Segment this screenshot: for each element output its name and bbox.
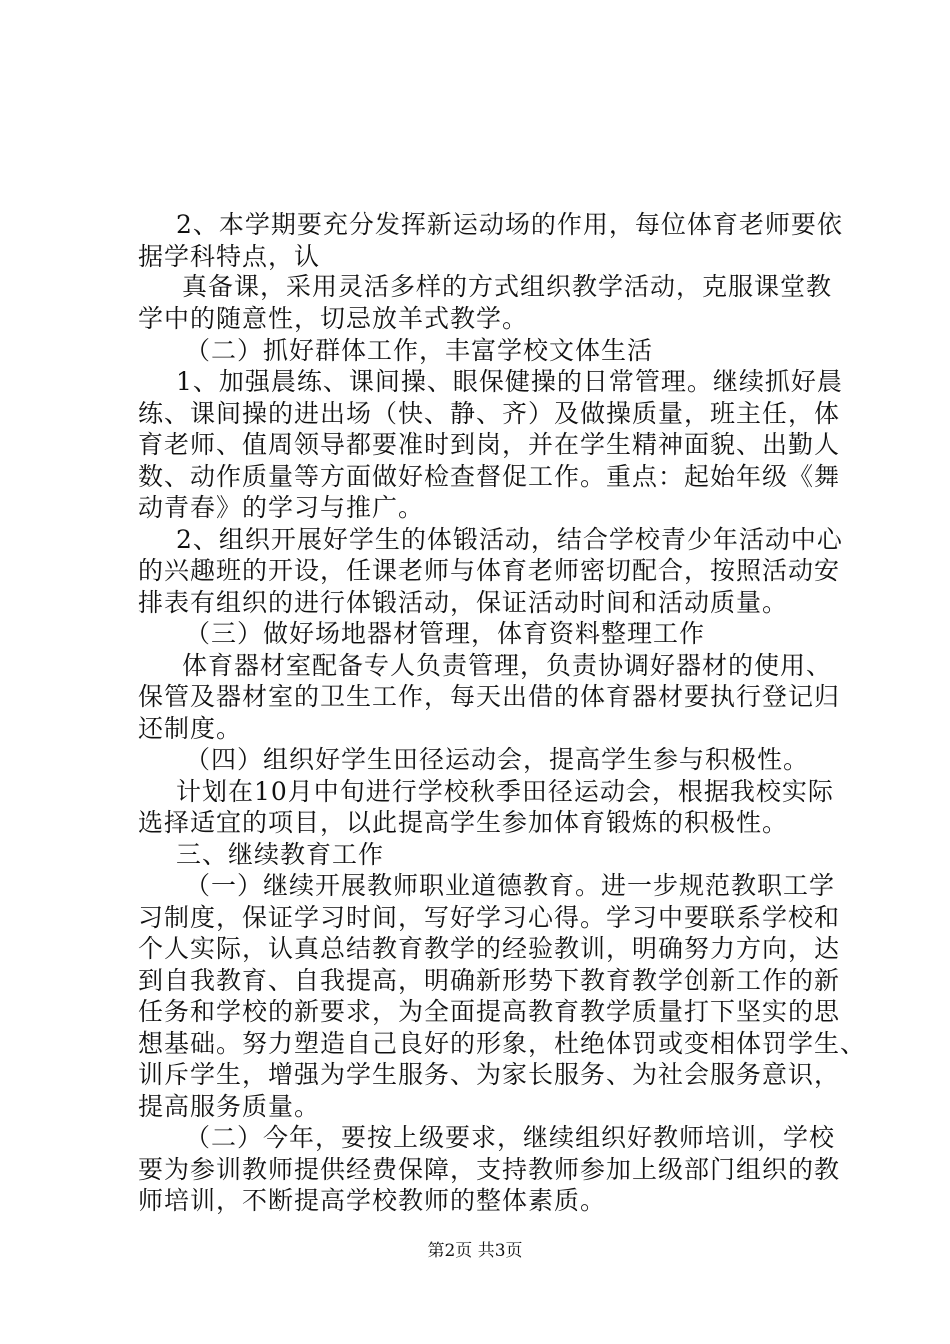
paragraph-line: 任务和学校的新要求，为全面提高教育教学质量打下坚实的思 [138, 997, 841, 1026]
paragraph-line: 选择适宜的项目，以此提高学生参加体育锻炼的积极性。 [138, 808, 789, 837]
paragraph-line: 数、动作质量等方面做好检查督促工作。重点：起始年级《舞 [138, 462, 841, 491]
paragraph-line: 保管及器材室的卫生工作，每天出借的体育器材要执行登记归 [138, 682, 841, 711]
paragraph-line: 个人实际，认真总结教育教学的经验教训，明确努力方向，达 [138, 934, 841, 963]
paragraph-line: （二）今年，要按上级要求，继续组织好教师培训，学校 [185, 1123, 836, 1152]
page-number-footer: 第2页 共3页 [427, 1241, 523, 1261]
paragraph-line: 2、本学期要充分发挥新运动场的作用，每位体育老师要依 [176, 210, 843, 239]
paragraph-line: 1、加强晨练、课间操、眼保健操的日常管理。继续抓好晨 [176, 367, 843, 396]
section-heading: 三、继续教育工作 [176, 840, 385, 869]
paragraph-line: 要为参训教师提供经费保障，支持教师参加上级部门组织的教 [138, 1155, 841, 1184]
paragraph-line: 育老师、值周领导都要准时到岗，并在学生精神面貌、出勤人 [138, 430, 841, 459]
paragraph-line: 学中的随意性，切忌放羊式教学。 [138, 304, 529, 333]
paragraph-line: 据学科特点，认 [138, 242, 321, 271]
paragraph-line: 计划在10月中旬进行学校秋季田径运动会，根据我校实际 [176, 777, 834, 806]
paragraph-line: 排表有组织的进行体锻活动，保证活动时间和活动质量。 [138, 588, 789, 617]
section-heading: （三）做好场地器材管理，体育资料整理工作 [185, 619, 706, 648]
section-heading: （二）抓好群体工作，丰富学校文体生活 [185, 336, 654, 365]
section-heading: （四）组织好学生田径运动会，提高学生参与积极性。 [185, 745, 810, 774]
paragraph-line: 到自我教育、自我提高，明确新形势下教育教学创新工作的新 [138, 966, 841, 995]
paragraph-line: 训斥学生，增强为学生服务、为家长服务、为社会服务意识， [138, 1060, 841, 1089]
paragraph-line: 的兴趣班的开设，任课老师与体育老师密切配合，按照活动安 [138, 556, 841, 585]
paragraph-line: 想基础。努力塑造自己良好的形象，杜绝体罚或变相体罚学生、 [138, 1029, 867, 1058]
paragraph-line: 体育器材室配备专人负责管理，负责协调好器材的使用、 [182, 651, 833, 680]
paragraph-line: 练、课间操的进出场（快、静、齐）及做操质量，班主任，体 [138, 399, 841, 428]
paragraph-line: 师培训，不断提高学校教师的整体素质。 [138, 1186, 607, 1215]
paragraph-line: 动青春》的学习与推广。 [138, 493, 425, 522]
paragraph-line: 习制度，保证学习时间，写好学习心得。学习中要联系学校和 [138, 903, 841, 932]
paragraph-line: 提高服务质量。 [138, 1092, 321, 1121]
paragraph-line: 真备课，采用灵活多样的方式组织教学活动，克服课堂教 [182, 272, 833, 301]
paragraph-line: （一）继续开展教师职业道德教育。进一步规范教职工学 [185, 871, 836, 900]
paragraph-line: 2、组织开展好学生的体锻活动，结合学校青少年活动中心 [176, 525, 843, 554]
paragraph-line: 还制度。 [138, 714, 243, 743]
